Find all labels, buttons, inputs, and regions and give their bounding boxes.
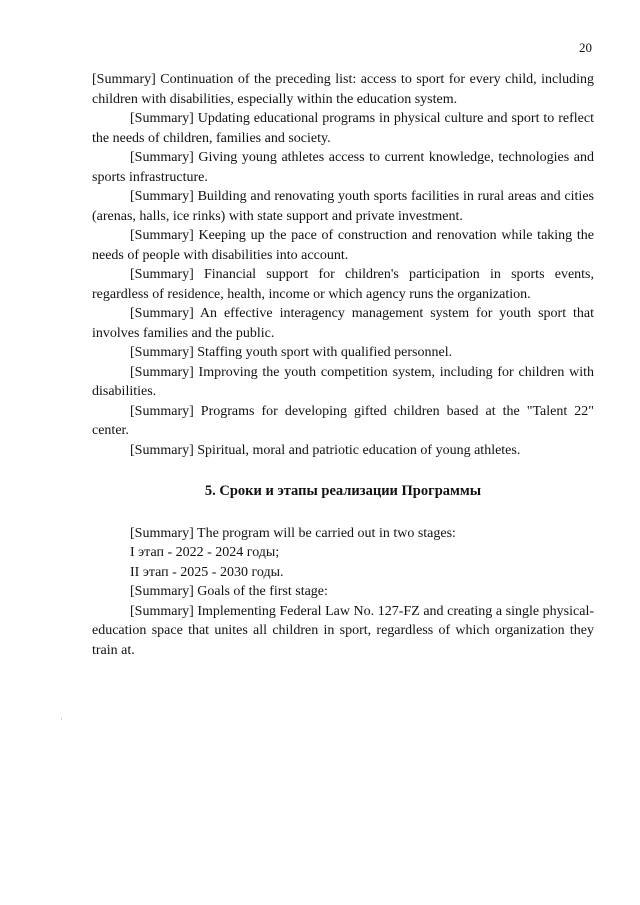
paragraph-5: [Summary] Keeping up the pace of construction and renovation while taking the needs of people with disabilities into account. bbox=[92, 228, 594, 263]
paragraph-9: [Summary] Improving the youth competition system, including for children with disabilities. bbox=[92, 364, 594, 399]
section-paragraph-1: [Summary] The program will be carried out in two stages: bbox=[130, 525, 456, 541]
paragraph-6: [Summary] Financial support for children's participation in sports events, regardless of residence, health, income or which agency runs the organization. bbox=[92, 267, 594, 302]
paragraph-10: [Summary] Programs for developing gifted children based at the "Talent 22" center. bbox=[92, 403, 594, 438]
paragraph-1: [Summary] Continuation of the preceding list: access to sport for every child, including children with disabilities, especially within the education system. bbox=[92, 72, 594, 107]
paragraph-11: [Summary] Spiritual, moral and patriotic education of young athletes. bbox=[130, 442, 521, 458]
section-paragraph-2: [Summary] Goals of the first stage: bbox=[130, 584, 328, 599]
paragraph-3: [Summary] Giving young athletes access to current knowledge, technologies and sports infrastructure. bbox=[92, 150, 594, 185]
stage-two: II этап - 2025 - 2030 годы. bbox=[130, 564, 284, 580]
paragraph-8: [Summary] Staffing youth sport with qualified personnel. bbox=[130, 345, 453, 360]
paragraph-2: [Summary] Updating educational programs in physical culture and sport to reflect the needs of children, families and society. bbox=[92, 111, 594, 146]
paragraph-7: [Summary] An effective interagency management system for youth sport that involves families and the public. bbox=[92, 306, 594, 341]
section-paragraph-3: [Summary] Implementing Federal Law No. 127-FZ and creating a single physical-education space that unites all children in sport, regardless of which organization they train at. bbox=[92, 603, 594, 658]
stage-one: I этап - 2022 - 2024 годы; bbox=[130, 545, 280, 560]
paragraph-4: [Summary] Building and renovating youth sports facilities in rural areas and cities (arenas, halls, ice rinks) with state support and private investment. bbox=[92, 189, 594, 224]
document-body bbox=[92, 70, 594, 660]
margin-mark: · bbox=[60, 714, 63, 724]
section-heading: 5. Сроки и этапы реализации Программы bbox=[204, 483, 482, 499]
page-number: 20 bbox=[579, 40, 592, 55]
